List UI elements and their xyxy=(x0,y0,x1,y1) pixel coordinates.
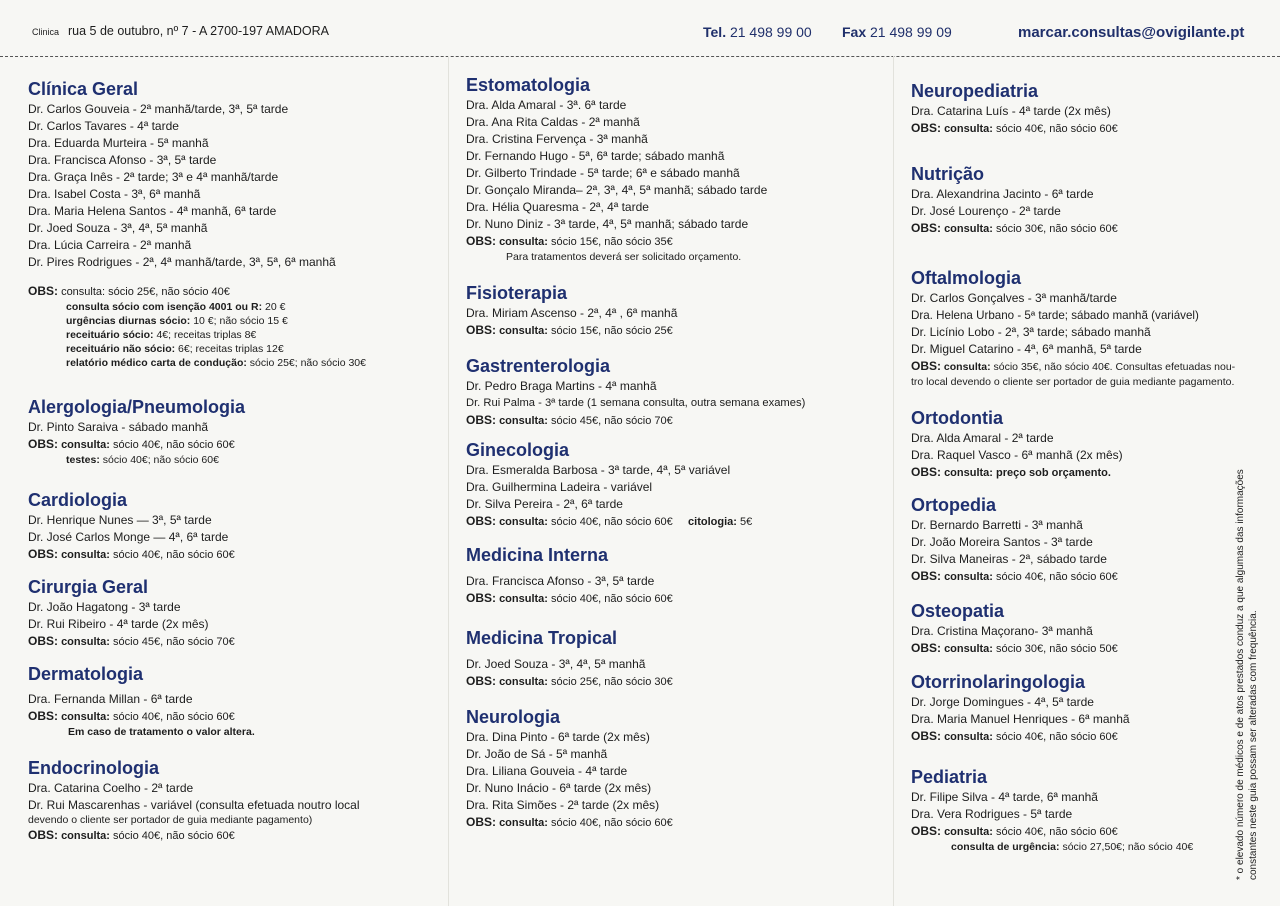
doctor-line: Dra. Lúcia Carreira - 2ª manhã xyxy=(28,238,192,252)
obs-extra-value: 20 € xyxy=(262,301,286,313)
obs-extra-value: 4€; receitas triplas 8€ xyxy=(153,329,257,341)
section-ortopedia xyxy=(911,494,1266,585)
obs-label: consulta: xyxy=(944,223,993,235)
obs-label: consulta: xyxy=(499,817,548,829)
doctor-line: Dra. Alda Amaral - 2ª tarde xyxy=(911,431,1054,445)
section-cardiologia xyxy=(28,489,438,563)
obs-text: sócio 30€, não sócio 50€ xyxy=(992,643,1118,655)
obs-text: sócio 45€, não sócio 70€ xyxy=(109,636,235,648)
obs-line xyxy=(911,220,1266,237)
obs-label: consulta: xyxy=(499,593,548,605)
obs-text: sócio 40€, não sócio 60€ xyxy=(109,711,235,723)
obs-text: sócio 35€, não sócio 40€. Consultas efetuadas nou- xyxy=(990,361,1236,373)
obs-text: consulta: sócio 25€, não sócio 40€ xyxy=(61,286,230,298)
obs-extra: Em caso de tratamento o valor altera. xyxy=(68,726,255,738)
obs-text: sócio 40€, não sócio 60€ xyxy=(109,549,235,561)
section-ortodontia xyxy=(911,407,1266,481)
obs-text: sócio 25€, não sócio 30€ xyxy=(547,676,673,688)
citologia-label: citologia: xyxy=(688,516,737,528)
section-endocrinologia xyxy=(28,757,438,844)
obs-text: sócio 30€, não sócio 60€ xyxy=(992,223,1118,235)
obs-key: OBS: xyxy=(466,674,496,688)
side-footnote: * o elevado número de médicos e de atos prestados conduz a que algumas das informações constantes neste guia possam ser alteradas com frequência. xyxy=(1235,469,1259,880)
obs-text: sócio 45€, não sócio 70€ xyxy=(547,415,673,427)
obs-label: consulta: xyxy=(499,516,548,528)
obs-line xyxy=(911,823,1266,840)
obs-key: OBS: xyxy=(466,514,496,528)
phone xyxy=(703,24,812,40)
doctor-line: Dr. Carlos Gouveia - 2ª manhã/tarde, 3ª, 5ª tarde xyxy=(28,102,289,116)
obs-text: sócio 40€, não sócio 60€ xyxy=(547,817,673,829)
fax-label: Fax xyxy=(842,24,867,40)
fold-line xyxy=(448,56,449,906)
email-link[interactable]: marcar.consultas@ovigilante.pt xyxy=(1018,24,1245,41)
obs-label: consulta: xyxy=(944,467,993,479)
obs-key: OBS: xyxy=(911,465,941,479)
doctor-line: Dra. Alexandrina Jacinto - 6ª tarde xyxy=(911,187,1094,201)
doctor-line: Dr. Joed Souza - 3ª, 4ª, 5ª manhã xyxy=(28,221,208,235)
clinic-address: rua 5 de outubro, nº 7 - A 2700-197 AMADORA xyxy=(68,24,329,38)
obs-key: OBS: xyxy=(28,634,58,648)
doctor-line: Dra. Guilhermina Ladeira - variável xyxy=(466,480,653,494)
section-title: Ortodontia xyxy=(911,408,1003,428)
obs-extra xyxy=(28,356,438,370)
doctor-line: Dr. Nuno Diniz - 3ª tarde, 4ª, 5ª manhã; sábado tarde xyxy=(466,217,749,231)
doctor-line: Dra. Helena Urbano - 5ª tarde; sábado manhã (variável) xyxy=(911,309,1199,322)
section-nutricao xyxy=(911,163,1266,237)
obs-label: consulta: xyxy=(944,643,993,655)
section-cirurgia-geral xyxy=(28,576,438,650)
obs-key: OBS: xyxy=(28,284,58,298)
obs-extra-value: sócio 40€; não sócio 60€ xyxy=(99,454,219,466)
obs-line xyxy=(911,640,1266,657)
obs-key: OBS: xyxy=(28,709,58,723)
obs-extra xyxy=(28,300,438,314)
doctor-line: Dr. Gonçalo Miranda– 2ª, 3ª, 4ª, 5ª manhã; sábado tarde xyxy=(466,183,768,197)
section-gastrenterologia xyxy=(466,355,886,429)
obs-line xyxy=(28,708,438,725)
section-title: Alergologia/Pneumologia xyxy=(28,397,246,417)
obs-extra-value: 6€; receitas triplas 12€ xyxy=(175,343,284,355)
phone-number: 21 498 99 00 xyxy=(729,24,812,40)
obs-line xyxy=(28,827,438,844)
section-ginecologia xyxy=(466,439,886,530)
obs-key: OBS: xyxy=(466,234,496,248)
obs-text: sócio 40€, não sócio 60€ xyxy=(109,830,235,842)
doctor-line: Dra. Catarina Luís - 4ª tarde (2x mês) xyxy=(911,104,1111,118)
obs-label: consulta: xyxy=(499,325,548,337)
obs-extra: Para tratamentos deverá ser solicitado orçamento. xyxy=(506,251,742,263)
obs-line xyxy=(466,322,886,339)
section-title: Ginecologia xyxy=(466,440,570,460)
doctor-line: Dra. Graça Inês - 2ª tarde; 3ª e 4ª manhã/tarde xyxy=(28,170,279,184)
doctor-line: Dra. Esmeralda Barbosa - 3ª tarde, 4ª, 5ª variável xyxy=(466,463,731,477)
doctor-line: devendo o cliente ser portador de guia mediante pagamento) xyxy=(28,814,313,826)
obs-extra-key: relatório médico carta de condução: xyxy=(66,357,247,369)
obs-key: OBS: xyxy=(466,591,496,605)
header xyxy=(0,0,1280,57)
obs-label: consulta: xyxy=(499,415,548,427)
section-clinica-geral xyxy=(28,78,438,370)
doctor-line: Dr. Rui Mascarenhas - variável (consulta efetuada noutro local xyxy=(28,798,360,812)
section-title: Cardiologia xyxy=(28,490,128,510)
doctor-line: Dr. João de Sá - 5ª manhã xyxy=(466,747,608,761)
obs-extra-value: sócio 27,50€; não sócio 40€ xyxy=(1059,841,1194,853)
obs-key: OBS: xyxy=(466,413,496,427)
section-title: Fisioterapia xyxy=(466,283,568,303)
section-dermatologia xyxy=(28,663,438,739)
obs-text: sócio 40€, não sócio 60€ xyxy=(547,516,673,528)
clinic-label: Clinica xyxy=(32,27,60,37)
obs-text: sócio 40€, não sócio 60€ xyxy=(992,826,1118,838)
obs-key: OBS: xyxy=(911,641,941,655)
doctor-line: Dr. João Moreira Santos - 3ª tarde xyxy=(911,535,1093,549)
doctor-line: Dr. Fernando Hugo - 5ª, 6ª tarde; sábado manhã xyxy=(466,149,725,163)
section-oftalmologia xyxy=(911,267,1266,389)
obs-line xyxy=(466,412,886,429)
obs-line xyxy=(466,233,886,250)
obs-extra xyxy=(28,453,438,467)
obs-extra-key: testes: xyxy=(66,454,100,466)
doctor-line: Dra. Rita Simões - 2ª tarde (2x mês) xyxy=(466,798,660,812)
fax-number: 21 498 99 09 xyxy=(870,24,952,40)
citologia-price: 5€ xyxy=(736,516,753,528)
section-title: Osteopatia xyxy=(911,601,1005,621)
obs-key: OBS: xyxy=(28,547,58,561)
obs-key: OBS: xyxy=(466,815,496,829)
obs-extra-key: consulta sócio com isenção 4001 ou R: xyxy=(66,301,263,313)
section-fisioterapia xyxy=(466,282,886,339)
doctor-line: Dra. Cristina Fervença - 3ª manhã xyxy=(466,132,648,146)
doctor-line: Dr. Bernardo Barretti - 3ª manhã xyxy=(911,518,1083,532)
obs-label: consulta: xyxy=(61,636,110,648)
doctor-line: Dr. Silva Pereira - 2ª, 6ª tarde xyxy=(466,497,623,511)
section-title: Pediatria xyxy=(911,767,988,787)
obs-line xyxy=(911,358,1266,375)
obs-line xyxy=(28,546,438,563)
doctor-line: Dra. Hélia Quaresma - 2ª, 4ª tarde xyxy=(466,200,649,214)
obs-line xyxy=(911,568,1266,585)
obs-line xyxy=(911,728,1266,745)
doctor-line: Dra. Vera Rodrigues - 5ª tarde xyxy=(911,807,1073,821)
section-neuropediatria xyxy=(911,80,1266,137)
section-alergologia xyxy=(28,396,438,467)
obs-key: OBS: xyxy=(911,824,941,838)
section-title: Clínica Geral xyxy=(28,79,139,99)
section-title: Cirurgia Geral xyxy=(28,577,149,597)
section-title: Neurologia xyxy=(466,707,561,727)
doctor-line: Dra. Liliana Gouveia - 4ª tarde xyxy=(466,764,628,778)
doctor-line: Dra. Fernanda Millan - 6ª tarde xyxy=(28,692,193,706)
obs-label: consulta: xyxy=(61,711,110,723)
fold-line xyxy=(893,56,894,906)
doctor-line: Dra. Alda Amaral - 3ª. 6ª tarde xyxy=(466,98,627,112)
obs-key: OBS: xyxy=(911,121,941,135)
obs-line xyxy=(28,436,438,453)
doctor-line: Dr. Pedro Braga Martins - 4ª manhã xyxy=(466,379,657,393)
obs-text: sócio 15€, não sócio 25€ xyxy=(547,325,673,337)
section-title: Oftalmologia xyxy=(911,268,1022,288)
obs-extra xyxy=(28,342,438,356)
doctor-line: Dr. Silva Maneiras - 2ª, sábado tarde xyxy=(911,552,1107,566)
obs-key: OBS: xyxy=(28,437,58,451)
doctor-line: Dra. Miriam Ascenso - 2ª, 4ª , 6ª manhã xyxy=(466,306,678,320)
obs-line xyxy=(911,120,1266,137)
obs-line xyxy=(466,513,886,530)
section-title: Ortopedia xyxy=(911,495,997,515)
obs-label: consulta: xyxy=(499,236,548,248)
obs-line xyxy=(911,464,1266,481)
doctor-line: Dra. Raquel Vasco - 6ª manhã (2x mês) xyxy=(911,448,1123,462)
obs-extra-value: sócio 25€; não sócio 30€ xyxy=(246,357,366,369)
obs-text: sócio 40€, não sócio 60€ xyxy=(992,731,1118,743)
obs-label: consulta: xyxy=(61,549,110,561)
obs-extra xyxy=(28,314,438,328)
obs-key: OBS: xyxy=(911,221,941,235)
section-title: Estomatologia xyxy=(466,75,591,95)
fax xyxy=(842,24,952,40)
obs-label: consulta: xyxy=(944,826,993,838)
obs-extra xyxy=(28,328,438,342)
doctor-line: Dr. José Carlos Monge — 4ª, 6ª tarde xyxy=(28,530,229,544)
doctor-line: Dra. Isabel Costa - 3ª, 6ª manhã xyxy=(28,187,201,201)
doctor-line: Dr. Pires Rodrigues - 2ª, 4ª manhã/tarde, 3ª, 5ª, 6ª manhã xyxy=(28,255,336,269)
doctor-line: Dra. Catarina Coelho - 2ª tarde xyxy=(28,781,194,795)
doctor-line: Dra. Cristina Maçorano- 3ª manhã xyxy=(911,624,1093,638)
phone-label: Tel. xyxy=(703,24,727,40)
obs-text: sócio 40€, não sócio 60€ xyxy=(992,571,1118,583)
obs-label: consulta: xyxy=(943,361,991,373)
obs-key: OBS: xyxy=(911,729,941,743)
obs-line xyxy=(466,590,886,607)
doctor-line: Dra. Ana Rita Caldas - 2ª manhã xyxy=(466,115,640,129)
section-medicina-interna xyxy=(466,544,886,607)
obs-label: consulta: xyxy=(499,676,548,688)
doctor-line: Dra. Maria Helena Santos - 4ª manhã, 6ª tarde xyxy=(28,204,277,218)
section-medicina-tropical xyxy=(466,627,886,690)
doctor-line: Dra. Francisca Afonso - 3ª, 5ª tarde xyxy=(466,574,655,588)
doctor-line: Dr. Carlos Tavares - 4ª tarde xyxy=(28,119,179,133)
doctor-line: Dr. João Hagatong - 3ª tarde xyxy=(28,600,181,614)
obs-text: sócio 15€, não sócio 35€ xyxy=(547,236,673,248)
obs-extra-key: consulta de urgência: xyxy=(951,841,1060,853)
section-title: Gastrenterologia xyxy=(466,356,611,376)
doctor-line: Dra. Maria Manuel Henriques - 6ª manhã xyxy=(911,712,1130,726)
section-title: Medicina Interna xyxy=(466,545,609,565)
obs-key: OBS: xyxy=(911,359,941,373)
obs-label: consulta: xyxy=(61,439,110,451)
section-osteopatia xyxy=(911,600,1266,657)
doctor-line: Dr. Jorge Domingues - 4ª, 5ª tarde xyxy=(911,695,1094,709)
doctor-line: Dr. Gilberto Trindade - 5ª tarde; 6ª e sábado manhã xyxy=(466,166,740,180)
obs-key: OBS: xyxy=(911,569,941,583)
obs-extra xyxy=(911,840,1266,854)
obs-key: OBS: xyxy=(28,828,58,842)
obs-label: consulta: xyxy=(944,123,993,135)
section-title: Otorrinolaringologia xyxy=(911,672,1085,692)
obs-extra-key: receituário sócio: xyxy=(66,329,154,341)
doctor-line: Dr. Joed Souza - 3ª, 4ª, 5ª manhã xyxy=(466,657,646,671)
obs-extra-key: receituário não sócio: xyxy=(66,343,176,355)
section-estomatologia xyxy=(466,74,886,264)
section-title: Nutrição xyxy=(911,164,985,184)
section-pediatria xyxy=(911,766,1266,854)
doctor-line: Dr. Pinto Saraiva - sábado manhã xyxy=(28,420,209,434)
obs-label: consulta: xyxy=(61,830,110,842)
doctor-line: Dr. Carlos Gonçalves - 3ª manhã/tarde xyxy=(911,291,1117,305)
obs-line xyxy=(466,814,886,831)
doctor-line: Dr. José Lourenço - 2ª tarde xyxy=(911,204,1061,218)
section-neurologia xyxy=(466,706,886,831)
section-otorrinolaringologia xyxy=(911,671,1266,745)
obs-key: OBS: xyxy=(466,323,496,337)
doctor-line: Dra. Francisca Afonso - 3ª, 5ª tarde xyxy=(28,153,217,167)
doctor-line: Dr. Rui Palma - 3ª tarde (1 semana consulta, outra semana exames) xyxy=(466,397,806,409)
obs-label: consulta: xyxy=(944,571,993,583)
doctor-line: Dr. Nuno Inácio - 6ª tarde (2x mês) xyxy=(466,781,652,795)
obs-label: consulta: xyxy=(944,731,993,743)
doctor-line: Dr. Miguel Catarino - 4ª, 6ª manhã, 5ª tarde xyxy=(911,342,1142,356)
obs-text: sócio 40€, não sócio 60€ xyxy=(992,123,1118,135)
section-title: Neuropediatria xyxy=(911,81,1039,101)
doctor-line: Dr. Filipe Silva - 4ª tarde, 6ª manhã xyxy=(911,790,1098,804)
doctor-line: Dr. Rui Ribeiro - 4ª tarde (2x mês) xyxy=(28,617,209,631)
doctor-line: Dra. Eduarda Murteira - 5ª manhã xyxy=(28,136,209,150)
obs-text: sócio 40€, não sócio 60€ xyxy=(547,593,673,605)
doctor-line: Dr. Licínio Lobo - 2ª, 3ª tarde; sábado manhã xyxy=(911,325,1151,339)
obs-text: sócio 40€, não sócio 60€ xyxy=(109,439,235,451)
obs-extra: tro local devendo o cliente ser portador de guia mediante pagamento. xyxy=(911,376,1235,388)
section-title: Endocrinologia xyxy=(28,758,160,778)
obs-extra-value: 10 €; não sócio 15 € xyxy=(190,315,288,327)
obs-extra-key: urgências diurnas sócio: xyxy=(66,315,191,327)
doctor-line: Dra. Dina Pinto - 6ª tarde (2x mês) xyxy=(466,730,650,744)
section-title: Dermatologia xyxy=(28,664,144,684)
doctor-line: Dr. Henrique Nunes — 3ª, 5ª tarde xyxy=(28,513,212,527)
obs-line xyxy=(28,283,438,300)
obs-line xyxy=(28,633,438,650)
section-title: Medicina Tropical xyxy=(466,628,618,648)
obs-line xyxy=(466,673,886,690)
obs-text: preço sob orçamento. xyxy=(992,467,1111,479)
